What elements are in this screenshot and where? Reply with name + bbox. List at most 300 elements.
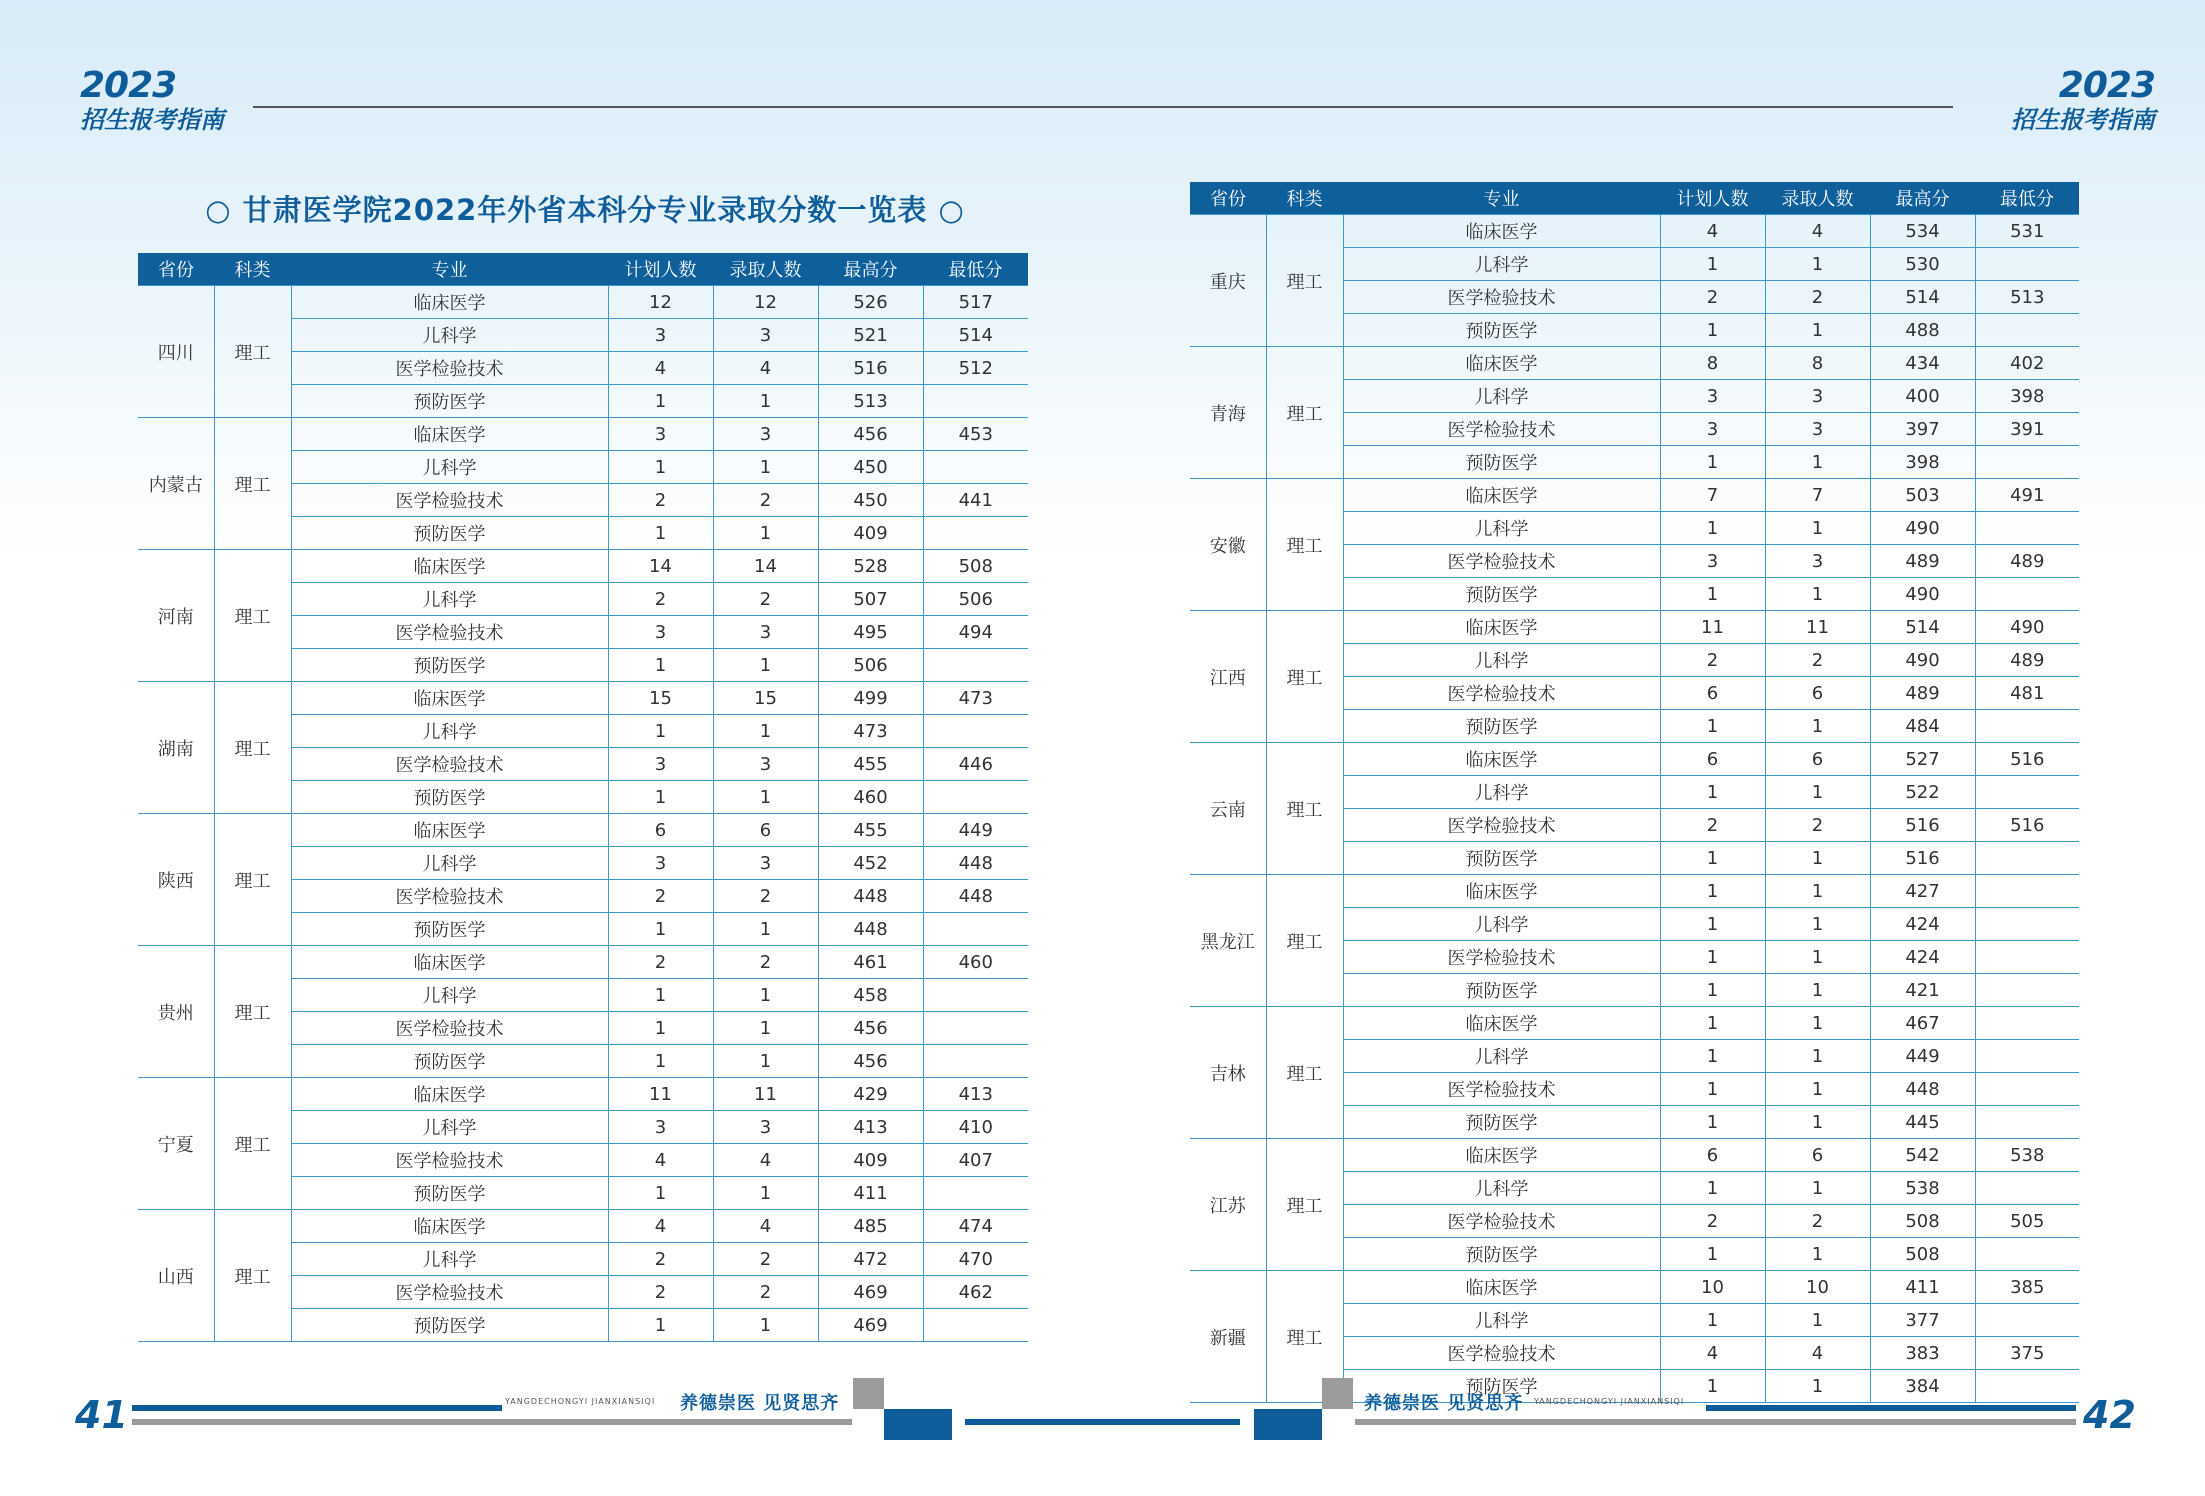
plan-count-cell: 1: [608, 451, 713, 484]
plan-count-cell: 1: [608, 385, 713, 418]
category-cell: 理工: [214, 814, 291, 946]
plan-count-cell: 3: [1660, 545, 1765, 578]
major-cell: 医学检验技术: [1343, 1073, 1660, 1106]
plan-count-cell: 1: [1660, 578, 1765, 611]
max-score-cell: 489: [1870, 677, 1975, 710]
admit-count-cell: 1: [1765, 1304, 1870, 1337]
admit-count-cell: 3: [713, 418, 818, 451]
province-cell: 青海: [1190, 347, 1266, 479]
min-score-cell: 448: [923, 847, 1028, 880]
max-score-cell: 484: [1870, 710, 1975, 743]
plan-count-cell: 6: [608, 814, 713, 847]
plan-count-cell: 2: [608, 583, 713, 616]
min-score-cell: [923, 1045, 1028, 1078]
province-cell: 内蒙古: [138, 418, 214, 550]
max-score-cell: 448: [818, 880, 923, 913]
major-cell: 预防医学: [291, 1045, 608, 1078]
max-score-cell: 503: [1870, 479, 1975, 512]
admit-count-cell: 3: [713, 616, 818, 649]
admit-count-cell: 1: [713, 517, 818, 550]
max-score-cell: 458: [818, 979, 923, 1012]
max-score-cell: 534: [1870, 215, 1975, 248]
min-score-cell: 474: [923, 1210, 1028, 1243]
admit-count-cell: 1: [1765, 578, 1870, 611]
major-cell: 预防医学: [291, 385, 608, 418]
major-cell: 医学检验技术: [1343, 809, 1660, 842]
plan-count-cell: 1: [608, 979, 713, 1012]
admit-count-cell: 1: [1765, 446, 1870, 479]
motto-right: 养德崇医 见贤思齐: [1364, 1393, 1524, 1414]
category-cell: 理工: [1266, 215, 1343, 347]
max-score-cell: 507: [818, 583, 923, 616]
min-score-cell: 494: [923, 616, 1028, 649]
table-header-row: [138, 253, 1028, 286]
max-score-cell: 413: [818, 1111, 923, 1144]
admit-count-cell: 1: [713, 1177, 818, 1210]
footer-square-gray-right: [1322, 1378, 1353, 1409]
max-score-cell: 514: [1870, 611, 1975, 644]
major-cell: 临床医学: [1343, 1271, 1660, 1304]
province-cell: 安徽: [1190, 479, 1266, 611]
min-score-cell: [923, 913, 1028, 946]
admit-count-cell: 2: [713, 583, 818, 616]
header-year-right: 2023: [2058, 65, 2155, 106]
max-score-cell: 448: [818, 913, 923, 946]
table-row: [138, 1078, 1028, 1111]
major-cell: 儿科学: [291, 319, 608, 352]
major-cell: 儿科学: [291, 583, 608, 616]
admit-count-cell: 6: [1765, 1139, 1870, 1172]
plan-count-cell: 2: [1660, 809, 1765, 842]
province-cell: 新疆: [1190, 1271, 1266, 1403]
min-score-cell: [923, 781, 1028, 814]
max-score-cell: 448: [1870, 1073, 1975, 1106]
major-cell: 预防医学: [1343, 974, 1660, 1007]
max-score-cell: 377: [1870, 1304, 1975, 1337]
admit-count-cell: 1: [1765, 1007, 1870, 1040]
major-cell: 儿科学: [1343, 908, 1660, 941]
min-score-cell: [1975, 1304, 2079, 1337]
major-cell: 临床医学: [291, 1210, 608, 1243]
min-score-cell: [1975, 875, 2079, 908]
max-score-cell: 429: [818, 1078, 923, 1111]
province-cell: 江西: [1190, 611, 1266, 743]
table-row: [1190, 1271, 2079, 1304]
page-number-right: 42: [2083, 1393, 2136, 1437]
major-cell: 儿科学: [1343, 380, 1660, 413]
admit-count-cell: 3: [713, 748, 818, 781]
column-header: 录取人数: [1765, 182, 1870, 215]
major-cell: 预防医学: [1343, 842, 1660, 875]
major-cell: 预防医学: [1343, 314, 1660, 347]
min-score-cell: [1975, 446, 2079, 479]
max-score-cell: 460: [818, 781, 923, 814]
major-cell: 医学检验技术: [1343, 281, 1660, 314]
min-score-cell: 473: [923, 682, 1028, 715]
column-header: 最高分: [818, 253, 923, 286]
major-cell: 预防医学: [1343, 578, 1660, 611]
footer-square-blue-right: [1254, 1409, 1322, 1440]
major-cell: 医学检验技术: [291, 616, 608, 649]
plan-count-cell: 3: [608, 616, 713, 649]
min-score-cell: [1975, 941, 2079, 974]
header-year-left: 2023: [80, 65, 177, 106]
major-cell: 医学检验技术: [291, 352, 608, 385]
major-cell: 预防医学: [1343, 1238, 1660, 1271]
major-cell: 预防医学: [1343, 1370, 1660, 1403]
max-score-cell: 528: [818, 550, 923, 583]
category-cell: 理工: [214, 1078, 291, 1210]
plan-count-cell: 3: [608, 418, 713, 451]
min-score-cell: 470: [923, 1243, 1028, 1276]
admit-count-cell: 1: [1765, 1172, 1870, 1205]
right-score-table: [1190, 182, 2079, 1403]
min-score-cell: 460: [923, 946, 1028, 979]
major-cell: 医学检验技术: [291, 1276, 608, 1309]
plan-count-cell: 1: [1660, 446, 1765, 479]
major-cell: 临床医学: [1343, 1007, 1660, 1040]
admit-count-cell: 3: [1765, 413, 1870, 446]
major-cell: 儿科学: [1343, 1172, 1660, 1205]
category-cell: 理工: [1266, 875, 1343, 1007]
min-score-cell: 446: [923, 748, 1028, 781]
plan-count-cell: 1: [608, 649, 713, 682]
province-cell: 重庆: [1190, 215, 1266, 347]
major-cell: 预防医学: [291, 913, 608, 946]
major-cell: 临床医学: [1343, 1139, 1660, 1172]
plan-count-cell: 4: [608, 352, 713, 385]
admit-count-cell: 10: [1765, 1271, 1870, 1304]
max-score-cell: 516: [1870, 842, 1975, 875]
major-cell: 儿科学: [291, 979, 608, 1012]
min-score-cell: 398: [1975, 380, 2079, 413]
admit-count-cell: 1: [713, 781, 818, 814]
column-header: 专业: [291, 253, 608, 286]
table-row: [138, 286, 1028, 319]
admit-count-cell: 2: [1765, 644, 1870, 677]
min-score-cell: [1975, 1172, 2079, 1205]
province-cell: 吉林: [1190, 1007, 1266, 1139]
table-row: [1190, 479, 2079, 512]
admit-count-cell: 1: [1765, 1370, 1870, 1403]
plan-count-cell: 3: [1660, 380, 1765, 413]
max-score-cell: 469: [818, 1309, 923, 1342]
table-row: [1190, 215, 2079, 248]
plan-count-cell: 1: [1660, 875, 1765, 908]
major-cell: 预防医学: [1343, 1106, 1660, 1139]
max-score-cell: 490: [1870, 578, 1975, 611]
major-cell: 儿科学: [1343, 776, 1660, 809]
max-score-cell: 490: [1870, 644, 1975, 677]
plan-count-cell: 1: [608, 1045, 713, 1078]
column-header: 科类: [214, 253, 291, 286]
max-score-cell: 383: [1870, 1337, 1975, 1370]
plan-count-cell: 8: [1660, 347, 1765, 380]
admit-count-cell: 2: [1765, 1205, 1870, 1238]
major-cell: 医学检验技术: [291, 1144, 608, 1177]
max-score-cell: 427: [1870, 875, 1975, 908]
major-cell: 临床医学: [291, 682, 608, 715]
table-row: [138, 814, 1028, 847]
plan-count-cell: 4: [608, 1144, 713, 1177]
major-cell: 临床医学: [291, 814, 608, 847]
column-header: 计划人数: [608, 253, 713, 286]
min-score-cell: 385: [1975, 1271, 2079, 1304]
admit-count-cell: 7: [1765, 479, 1870, 512]
max-score-cell: 400: [1870, 380, 1975, 413]
admit-count-cell: 1: [1765, 908, 1870, 941]
major-cell: 医学检验技术: [291, 1012, 608, 1045]
admit-count-cell: 2: [713, 1276, 818, 1309]
min-score-cell: 505: [1975, 1205, 2079, 1238]
category-cell: 理工: [1266, 1139, 1343, 1271]
admit-count-cell: 1: [1765, 776, 1870, 809]
min-score-cell: [1975, 1073, 2079, 1106]
admit-count-cell: 1: [1765, 1238, 1870, 1271]
major-cell: 预防医学: [291, 1177, 608, 1210]
min-score-cell: [1975, 578, 2079, 611]
footer-square-blue-left: [884, 1409, 952, 1440]
min-score-cell: [923, 451, 1028, 484]
major-cell: 儿科学: [1343, 1040, 1660, 1073]
min-score-cell: 531: [1975, 215, 2079, 248]
admit-count-cell: 14: [713, 550, 818, 583]
province-cell: 湖南: [138, 682, 214, 814]
footer-bar-left: [132, 1405, 502, 1411]
admit-count-cell: 1: [1765, 248, 1870, 281]
min-score-cell: [923, 979, 1028, 1012]
plan-count-cell: 2: [1660, 281, 1765, 314]
admit-count-cell: 1: [713, 451, 818, 484]
header-right-logo: [2011, 65, 2155, 134]
min-score-cell: 481: [1975, 677, 2079, 710]
min-score-cell: [1975, 908, 2079, 941]
plan-count-cell: 1: [608, 517, 713, 550]
admit-count-cell: 2: [1765, 281, 1870, 314]
plan-count-cell: 15: [608, 682, 713, 715]
max-score-cell: 513: [818, 385, 923, 418]
min-score-cell: 402: [1975, 347, 2079, 380]
max-score-cell: 445: [1870, 1106, 1975, 1139]
min-score-cell: 489: [1975, 644, 2079, 677]
major-cell: 医学检验技术: [291, 748, 608, 781]
plan-count-cell: 3: [608, 748, 713, 781]
category-cell: 理工: [214, 946, 291, 1078]
max-score-cell: 398: [1870, 446, 1975, 479]
max-score-cell: 411: [818, 1177, 923, 1210]
plan-count-cell: 1: [608, 715, 713, 748]
column-header: 专业: [1343, 182, 1660, 215]
max-score-cell: 424: [1870, 908, 1975, 941]
footer-bar-right: [1706, 1405, 2076, 1411]
column-header: 最低分: [923, 253, 1028, 286]
category-cell: 理工: [1266, 743, 1343, 875]
header-left-logo: [80, 65, 224, 134]
major-cell: 临床医学: [1343, 479, 1660, 512]
major-cell: 临床医学: [1343, 875, 1660, 908]
min-score-cell: 489: [1975, 545, 2079, 578]
min-score-cell: 508: [923, 550, 1028, 583]
plan-count-cell: 1: [1660, 248, 1765, 281]
min-score-cell: 410: [923, 1111, 1028, 1144]
plan-count-cell: 1: [1660, 1238, 1765, 1271]
max-score-cell: 461: [818, 946, 923, 979]
admit-count-cell: 4: [713, 1144, 818, 1177]
max-score-cell: 526: [818, 286, 923, 319]
max-score-cell: 467: [1870, 1007, 1975, 1040]
major-cell: 医学检验技术: [1343, 1337, 1660, 1370]
plan-count-cell: 6: [1660, 677, 1765, 710]
major-cell: 儿科学: [1343, 512, 1660, 545]
admit-count-cell: 1: [713, 1045, 818, 1078]
footer-bar-left-gray: [132, 1419, 852, 1425]
category-cell: 理工: [214, 286, 291, 418]
max-score-cell: 521: [818, 319, 923, 352]
plan-count-cell: 1: [1660, 1106, 1765, 1139]
plan-count-cell: 1: [1660, 974, 1765, 1007]
major-cell: 预防医学: [291, 649, 608, 682]
major-cell: 儿科学: [1343, 248, 1660, 281]
max-score-cell: 456: [818, 418, 923, 451]
max-score-cell: 530: [1870, 248, 1975, 281]
column-header: 计划人数: [1660, 182, 1765, 215]
max-score-cell: 421: [1870, 974, 1975, 1007]
max-score-cell: 495: [818, 616, 923, 649]
min-score-cell: [1975, 1007, 2079, 1040]
admit-count-cell: 2: [713, 1243, 818, 1276]
plan-count-cell: 6: [1660, 1139, 1765, 1172]
max-score-cell: 485: [818, 1210, 923, 1243]
plan-count-cell: 1: [1660, 776, 1765, 809]
admit-count-cell: 15: [713, 682, 818, 715]
plan-count-cell: 2: [608, 946, 713, 979]
province-cell: 四川: [138, 286, 214, 418]
province-cell: 山西: [138, 1210, 214, 1342]
max-score-cell: 434: [1870, 347, 1975, 380]
table-row: [138, 550, 1028, 583]
plan-count-cell: 6: [1660, 743, 1765, 776]
admit-count-cell: 4: [713, 352, 818, 385]
min-score-cell: 491: [1975, 479, 2079, 512]
max-score-cell: 516: [818, 352, 923, 385]
max-score-cell: 449: [1870, 1040, 1975, 1073]
plan-count-cell: 3: [608, 1111, 713, 1144]
plan-count-cell: 1: [608, 1309, 713, 1342]
page-title: ○ 甘肃医学院2022年外省本科分专业录取分数一览表 ○: [205, 193, 965, 227]
admit-count-cell: 1: [1765, 1040, 1870, 1073]
min-score-cell: 538: [1975, 1139, 2079, 1172]
max-score-cell: 409: [818, 1144, 923, 1177]
plan-count-cell: 1: [1660, 1172, 1765, 1205]
major-cell: 儿科学: [291, 847, 608, 880]
admit-count-cell: 12: [713, 286, 818, 319]
min-score-cell: [923, 1012, 1028, 1045]
major-cell: 儿科学: [291, 451, 608, 484]
admit-count-cell: 3: [1765, 545, 1870, 578]
admit-count-cell: 1: [713, 979, 818, 1012]
plan-count-cell: 1: [1660, 1370, 1765, 1403]
left-score-table: [138, 253, 1028, 1342]
category-cell: 理工: [214, 1210, 291, 1342]
max-score-cell: 489: [1870, 545, 1975, 578]
plan-count-cell: 14: [608, 550, 713, 583]
major-cell: 医学检验技术: [1343, 545, 1660, 578]
min-score-cell: [1975, 1238, 2079, 1271]
plan-count-cell: 4: [608, 1210, 713, 1243]
max-score-cell: 455: [818, 748, 923, 781]
table-row: [1190, 1007, 2079, 1040]
min-score-cell: [1975, 974, 2079, 1007]
min-score-cell: [1975, 1370, 2079, 1403]
min-score-cell: [1975, 776, 2079, 809]
max-score-cell: 508: [1870, 1205, 1975, 1238]
min-score-cell: [1975, 1040, 2079, 1073]
min-score-cell: 391: [1975, 413, 2079, 446]
admit-count-cell: 3: [713, 1111, 818, 1144]
max-score-cell: 522: [1870, 776, 1975, 809]
min-score-cell: 407: [923, 1144, 1028, 1177]
min-score-cell: 375: [1975, 1337, 2079, 1370]
min-score-cell: [1975, 1106, 2079, 1139]
min-score-cell: [923, 385, 1028, 418]
footer-square-gray-left: [853, 1378, 884, 1409]
plan-count-cell: 10: [1660, 1271, 1765, 1304]
max-score-cell: 456: [818, 1045, 923, 1078]
major-cell: 预防医学: [291, 1309, 608, 1342]
major-cell: 预防医学: [291, 781, 608, 814]
admit-count-cell: 2: [1765, 809, 1870, 842]
max-score-cell: 527: [1870, 743, 1975, 776]
category-cell: 理工: [214, 550, 291, 682]
plan-count-cell: 1: [1660, 842, 1765, 875]
min-score-cell: 490: [1975, 611, 2079, 644]
min-score-cell: [923, 1177, 1028, 1210]
major-cell: 儿科学: [291, 715, 608, 748]
min-score-cell: 516: [1975, 743, 2079, 776]
max-score-cell: 384: [1870, 1370, 1975, 1403]
admit-count-cell: 1: [713, 385, 818, 418]
max-score-cell: 514: [1870, 281, 1975, 314]
plan-count-cell: 2: [608, 484, 713, 517]
major-cell: 医学检验技术: [1343, 677, 1660, 710]
column-header: 科类: [1266, 182, 1343, 215]
admit-count-cell: 1: [1765, 314, 1870, 347]
motto-pinyin-left: YANGDECHONGYI JIANXIANSIQI: [505, 1397, 656, 1406]
admit-count-cell: 1: [1765, 941, 1870, 974]
admit-count-cell: 4: [1765, 215, 1870, 248]
min-score-cell: 413: [923, 1078, 1028, 1111]
table-row: [138, 418, 1028, 451]
admit-count-cell: 3: [713, 319, 818, 352]
min-score-cell: 441: [923, 484, 1028, 517]
admit-count-cell: 3: [1765, 380, 1870, 413]
max-score-cell: 472: [818, 1243, 923, 1276]
table-row: [1190, 611, 2079, 644]
plan-count-cell: 1: [608, 1012, 713, 1045]
admit-count-cell: 4: [713, 1210, 818, 1243]
major-cell: 临床医学: [291, 418, 608, 451]
admit-count-cell: 1: [713, 649, 818, 682]
min-score-cell: 512: [923, 352, 1028, 385]
plan-count-cell: 1: [1660, 710, 1765, 743]
category-cell: 理工: [214, 682, 291, 814]
max-score-cell: 411: [1870, 1271, 1975, 1304]
min-score-cell: 517: [923, 286, 1028, 319]
table-header-row: [1190, 182, 2079, 215]
plan-count-cell: 2: [1660, 644, 1765, 677]
plan-count-cell: 2: [608, 1276, 713, 1309]
major-cell: 儿科学: [291, 1243, 608, 1276]
